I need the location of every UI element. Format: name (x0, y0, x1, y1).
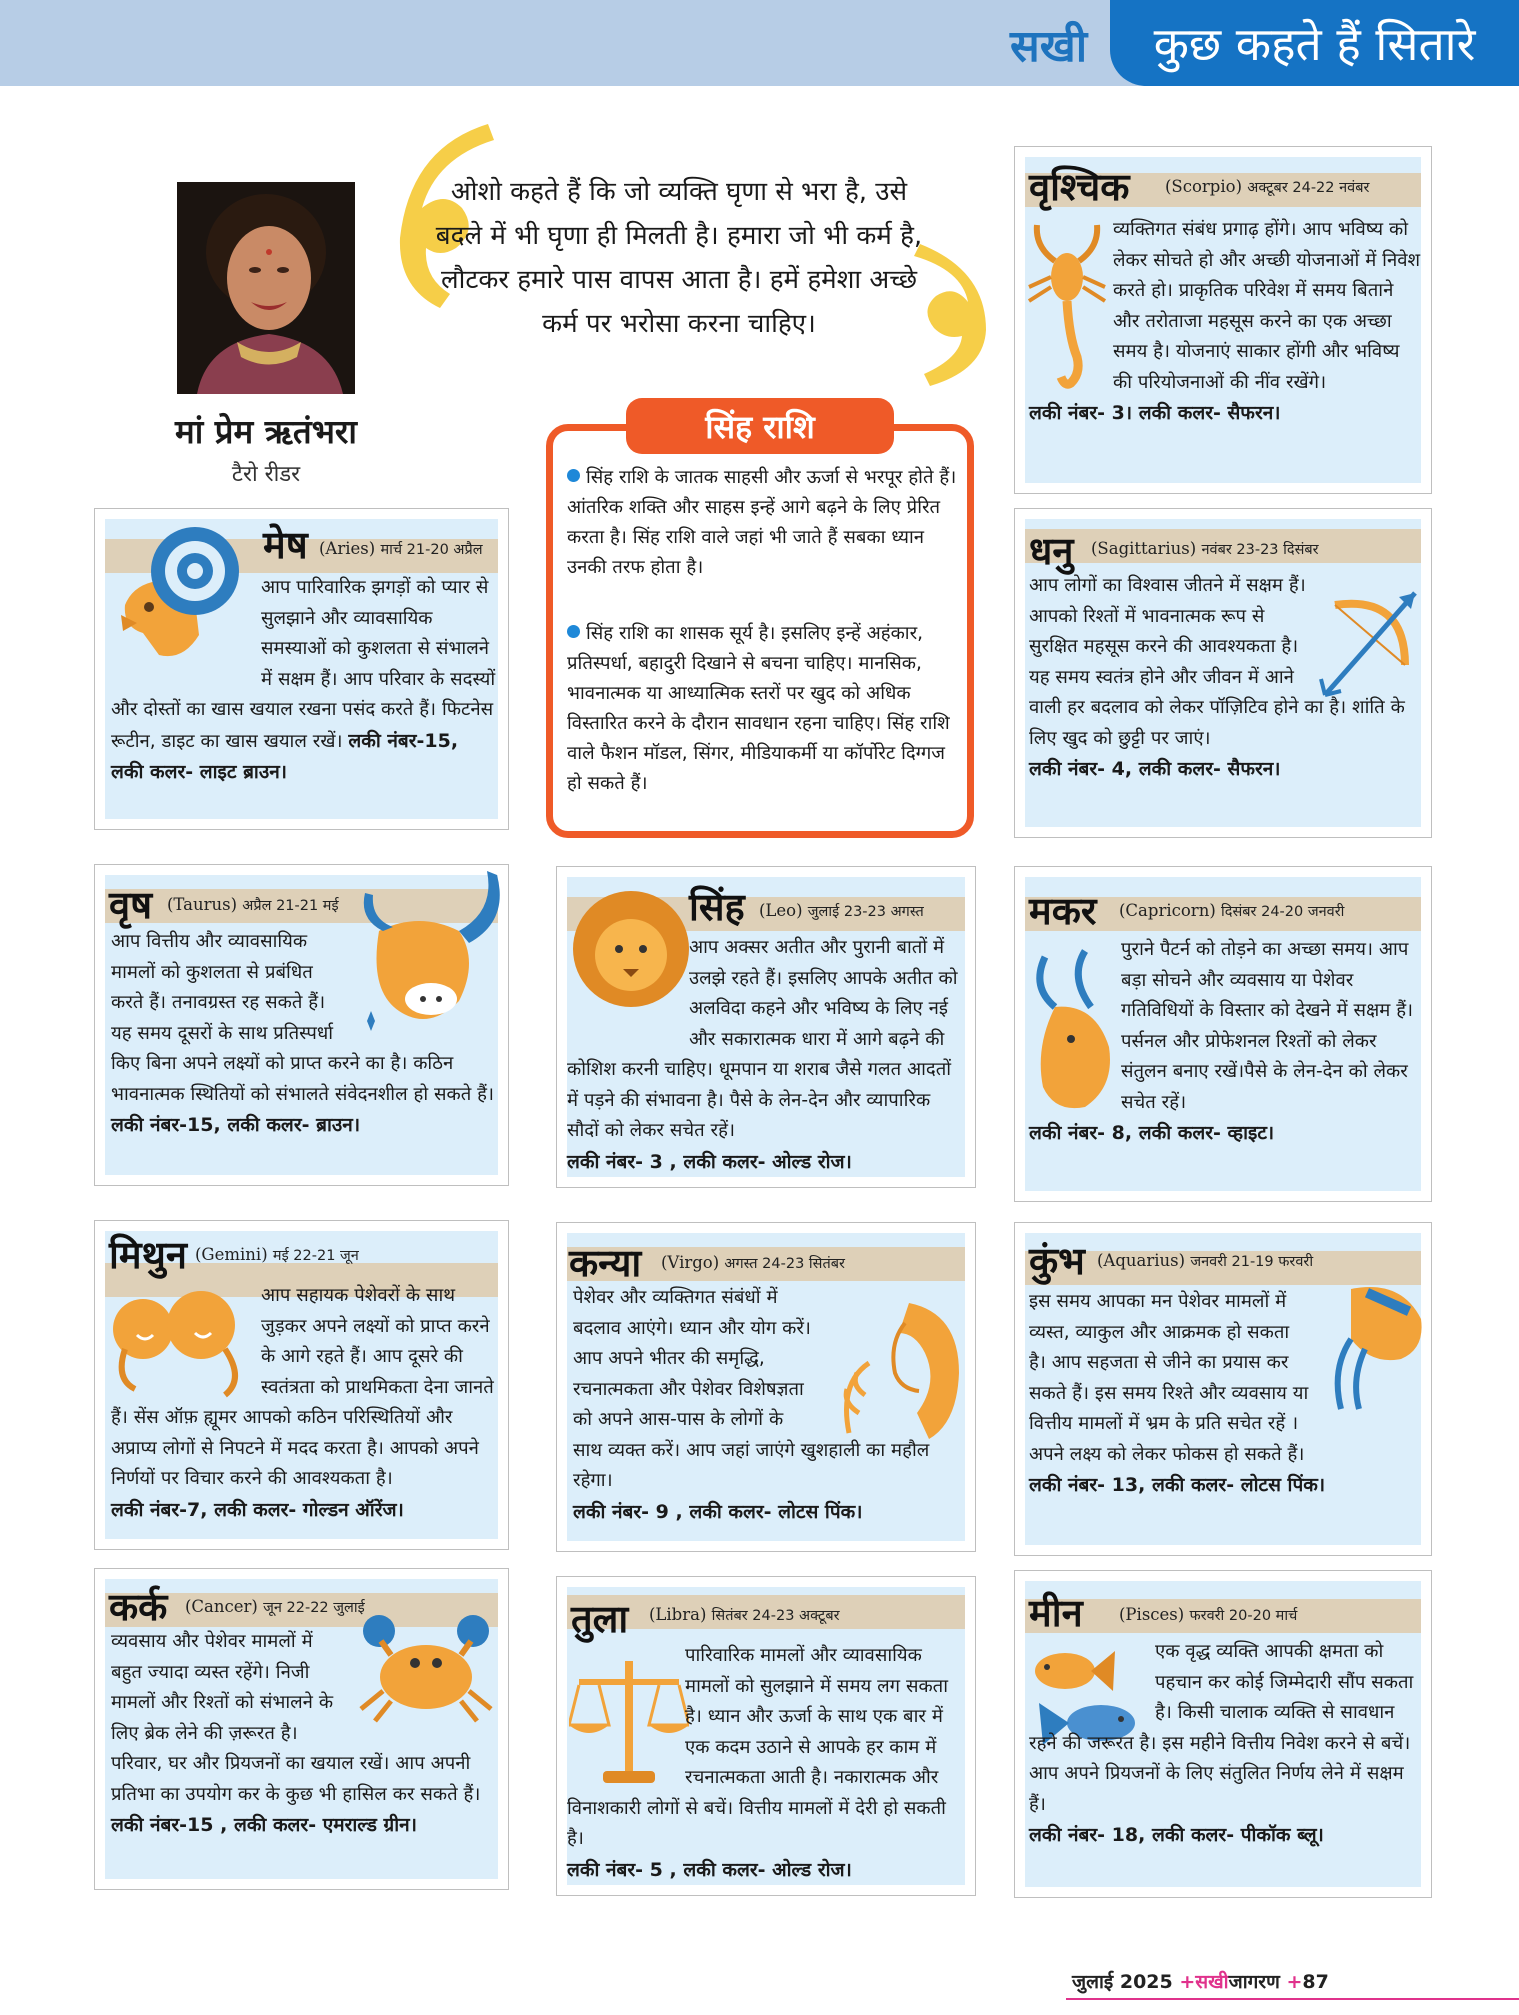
sign-name: कन्या (569, 1241, 642, 1285)
sign-name: सिंह (689, 885, 745, 929)
author-role: टैरो रीडर (231, 462, 301, 487)
lucky-info: लकी नंबर- 3 , लकी कलर- ओल्ड रोज। (567, 1150, 852, 1173)
footer-magazine-a: सखी (1195, 1971, 1229, 1993)
sign-name: तुला (571, 1597, 629, 1641)
sign-name: धनु (1029, 529, 1074, 573)
sign-text: पेशेवर और व्यक्तिगत संबंधों में बदलाव आएंगे। ध्यान और योग करें। आप अपने भीतर की समृद्धि, रचनात्मकता और पेशेवर विशेषज्ञता को अपने आस-पास के लोगों के साथ व्यक्त करें। आप जहां जाएंगे खुशहाली का महौल रहेगा। लकी नंबर- 9 , लकी कलर- लोटस पिंक। (573, 1287, 930, 1523)
sign-english-dates: (Sagittarius) नवंबर 23-23 दिसंबर (1091, 539, 1319, 558)
sign-card-vrishabh (94, 864, 509, 1186)
sign-text: आप सहायक पेशेवरों के साथ जुड़कर अपने लक्ष्यों को प्राप्त करने के आगे रहते हैं। आप दूसरे की स्वतंत्रता को प्राथमिकता देना जानते हैं। सेंस ऑफ़ ह्यूमर आपको कठिन परिस्थितियों और अप्राप्य लोगों से निपटने में मदद करता है। आपको अपने निर्णयों पर विचार करने की आवश्यकता है। लकी नंबर-7, लकी कलर- गोल्डन ऑरेंज। (111, 1285, 494, 1521)
sign-english-dates: (Taurus) अप्रैल 21-21 मई (167, 895, 339, 914)
sign-text: पुराने पैटर्न को तोड़ने का अच्छा समय। आप बड़ा सोचने और व्यवसाय या पेशेवर गतिविधियों के विस्तार को देखने में सक्षम हैं। पर्सनल और प्रोफेशनल रिश्तों को लेकर संतुलन बनाए रखें।पैसे के लेन-देन को लेकर सचेत रहें। लकी नंबर- 8, लकी कलर- व्हाइट। (1029, 939, 1414, 1144)
sign-name: मकर (1029, 889, 1097, 933)
footer-magazine-b: जागरण (1228, 1971, 1280, 1993)
lucky-info: लकी नंबर- 18, लकी कलर- पीकॉक ब्लू। (1029, 1824, 1324, 1846)
author-name: मां प्रेम ऋतंभरा (175, 412, 357, 451)
sign-card-mithun (94, 1220, 509, 1550)
lucky-info: लकी नंबर-7, लकी कलर- गोल्डन ऑरेंज। (111, 1498, 404, 1521)
sign-name: वृष (109, 883, 153, 927)
sign-text: व्यक्तिगत संबंध प्रगाढ़ होंगे। आप भविष्य को लेकर सोचते हो और अच्छी योजनाओं में निवेश करते हो। प्राकृतिक परिवेश में समय बिताने और तरोताजा महसूस करने का एक अच्छा समय है। योजनाएं साकार होंगी और भविष्य की परियोजनाओं की नींव रखेंगे। लकी नंबर- 3। लकी कलर- सैफरन। (1029, 219, 1421, 424)
sign-card-simha (556, 866, 976, 1188)
sign-text: इस समय आपका मन पेशेवर मामलों में व्यस्त, व्याकुल और आक्रमक हो सकता है। आप सहजता से जीने का प्रयास कर सकते हैं। इस समय रिश्ते और व्यवसाय या वित्तीय मामलों में भ्रम के प्रति सचेत रहें । अपने लक्ष्य को लेकर फोकस हो सकते हैं। लकी नंबर- 13, लकी कलर- लोटस पिंक। (1029, 1291, 1326, 1496)
bullet-icon (567, 469, 580, 482)
sign-name: मिथुन (109, 1233, 187, 1277)
sign-card-kumbh (1014, 1222, 1432, 1556)
sign-english-dates: (Leo) जुलाई 23-23 अगस्त (759, 901, 924, 920)
sign-english-dates: (Aries) मार्च 21-20 अप्रैल (319, 539, 483, 558)
simha-rashi-paragraph-2: सिंह राशि का शासक सूर्य है। इसलिए इन्हें अहंकार, प्रतिस्पर्धा, बहादुरी दिखाने से बचना चाहिए। मानसिक, भावनात्मक या आध्यात्मिक स्तरों पर खुद को अधिक विस्तारित करने के दौरान सावधान रहना चाहिए। सिंह राशि वाले फैशन मॉडल, सिंगर, मीडियाकर्मी या कॉर्पोरेट दिग्गज हो सकते हैं। (567, 623, 950, 794)
sign-card-kark (94, 1568, 509, 1890)
sign-english-dates: (Virgo) अगस्त 24-23 सितंबर (661, 1253, 845, 1272)
sign-english-dates: (Scorpio) अक्टूबर 24-22 नवंबर (1165, 177, 1370, 196)
quote-text: ओशो कहते हैं कि जो व्यक्ति घृणा से भरा है, उसे बदले में भी घृणा ही मिलती है। हमारा जो भी कर्म है, लौटकर हमारे पास वापस आता है। हमें हमेशा अच्छे कर्म पर भरोसा करना चाहिए। (435, 177, 923, 339)
bullet-icon (567, 625, 580, 638)
footer-month: जुलाई 2025 (1072, 1971, 1173, 1993)
lucky-info: लकी नंबर- 3। लकी कलर- सैफरन। (1029, 402, 1281, 424)
lucky-info: लकी नंबर- 5 , लकी कलर- ओल्ड रोज। (567, 1858, 852, 1881)
simha-rashi-title: सिंह राशि (626, 398, 894, 454)
sign-name: वृश्चिक (1029, 165, 1130, 209)
sign-english-dates: (Libra) सितंबर 24-23 अक्टूबर (649, 1605, 840, 1624)
lucky-info: लकी नंबर- 9 , लकी कलर- लोटस पिंक। (573, 1500, 863, 1523)
sign-english-dates: (Pisces) फरवरी 20-20 मार्च (1119, 1605, 1298, 1624)
sign-text: पारिवारिक मामलों और व्यावसायिक मामलों को सुलझाने में समय लग सकता है। ध्यान और ऊर्जा के साथ एक बार में एक कदम उठाने से आपके हर काम में रचनात्मकता आती है। नकारात्मक और विनाशकारी लोगों से बचें। वित्तीय मामलों में देरी हो सकती है। लकी नंबर- 5 , लकी कलर- ओल्ड रोज। (567, 1645, 949, 1881)
sign-card-kanya (556, 1222, 976, 1552)
lucky-info: लकी नंबर-15 , लकी कलर- एमराल्ड ग्रीन। (111, 1814, 417, 1836)
sign-card-mesh (94, 508, 509, 830)
sign-card-tula (556, 1576, 976, 1896)
page-footer (1072, 1968, 1329, 1994)
simha-rashi-paragraph-1: सिंह राशि के जातक साहसी और ऊर्जा से भरपूर होते हैं। आंतरिक शक्ति और साहस इन्हें आगे बढ़ने के लिए प्रेरित करता है। सिंह राशि वाले जहां भी जाते हैं सबका ध्यान उनकी तरफ होता है। (567, 467, 957, 578)
sign-text: आप वित्तीय और व्यावसायिक मामलों को कुशलता से प्रबंधित करते हैं। तनावग्रस्त रह सकते हैं। यह समय दूसरों के साथ प्रतिस्पर्धा किए बिना अपने लक्ष्यों को प्राप्त करने का है। कठिन भावनात्मक स्थितियों को संभालते संवेदनशील हो सकते हैं। लकी नंबर-15, लकी कलर- ब्राउन। (111, 931, 494, 1136)
sign-english-dates: (Cancer) जून 22-22 जुलाई (185, 1597, 365, 1616)
lucky-info: लकी नंबर- 13, लकी कलर- लोटस पिंक। (1029, 1474, 1326, 1496)
footer-rule (1066, 1998, 1519, 2000)
sign-name: कुंभ (1029, 1239, 1085, 1283)
sign-name: मीन (1029, 1591, 1083, 1635)
lucky-info: लकी नंबर- 4, लकी कलर- सैफरन। (1029, 758, 1281, 780)
page-number: 87 (1302, 1971, 1329, 1993)
lucky-info: लकी नंबर-15, लकी कलर- ब्राउन। (111, 1114, 361, 1136)
sign-text: आप अक्सर अतीत और पुरानी बातों में उलझे रहते हैं। इसलिए आपके अतीत को अलविदा कहने और भविष्य के लिए नई और सकारात्मक धारा में आगे बढ़ने की कोशिश करनी चाहिए। धूमपान या शराब जैसे गलत आदतों में पड़ने की संभावना है। पैसे के लेन-देन और व्यापारिक सौदों को लेकर सचेत रहें। लकी नंबर- 3 , लकी कलर- ओल्ड रोज। (567, 937, 958, 1173)
lucky-info: लकी नंबर-15, लकी कलर- लाइट ब्राउन। (111, 729, 459, 783)
sign-name: मेष (263, 523, 308, 567)
sign-text: एक वृद्ध व्यक्ति आपकी क्षमता को पहचान कर कोई जिम्मेदारी सौंप सकता है। किसी चालाक व्यक्ति से सावधान रहने की जरूरत है। इस महीने वित्तीय निवेश करने से बचें। आप अपने प्रियजनों के लिए संतुलित निर्णय लेने में सक्षम हैं। लकी नंबर- 18, लकी कलर- पीकॉक ब्लू। (1029, 1641, 1414, 1846)
author-photo (177, 182, 355, 394)
sign-text: आप लोगों का विश्वास जीतने में सक्षम हैं। आपको रिश्तों में भावनात्मक रूप से सुरक्षित महसूस करने की आवश्यकता है। यह समय स्वतंत्र होने और जीवन में आने वाली हर बदलाव को लेकर पॉज़िटिव होने का है। शांति के लिए खुद को छुट्टी पर जाएं। लकी नंबर- 4, लकी कलर- सैफरन। (1029, 575, 1405, 780)
sign-name: कर्क (109, 1585, 168, 1629)
magazine-brand: सखी (1010, 21, 1088, 72)
plus-icon: + (1179, 1971, 1196, 1993)
sign-english-dates: (Aquarius) जनवरी 21-19 फरवरी (1097, 1251, 1314, 1270)
sign-text: व्यवसाय और पेशेवर मामलों में बहुत ज्यादा व्यस्त रहेंगे। निजी मामलों और रिश्तों को संभालने के लिए ब्रेक लेने की ज़रूरत है। परिवार, घर और प्रियजनों का खयाल रखें। आप अपनी प्रतिभा का उपयोग कर के कुछ भी हासिल कर सकते हैं। लकी नंबर-15 , लकी कलर- एमराल्ड ग्रीन। (111, 1631, 481, 1836)
sign-text: आप पारिवारिक झगड़ों को प्यार से सुलझाने और व्यावसायिक समस्याओं को कुशलता से संभालने में सक्षम हैं। आप परिवार के सदस्यों और दोस्तों का खास खयाल रखना पसंद करते हैं। फिटनेस रूटीन, डाइट का खास खयाल रखें। लकी नंबर-15, लकी कलर- लाइट ब्राउन। (111, 577, 496, 783)
plus-icon: + (1286, 1971, 1303, 1993)
close-quote-icon (890, 240, 1000, 390)
sign-card-meen (1014, 1570, 1432, 1898)
sign-card-makar (1014, 866, 1432, 1202)
sign-card-dhanu (1014, 508, 1432, 838)
sign-english-dates: (Capricorn) दिसंबर 24-20 जनवरी (1119, 901, 1345, 920)
lucky-info: लकी नंबर- 8, लकी कलर- व्हाइट। (1029, 1122, 1275, 1144)
simha-rashi-box (546, 424, 974, 838)
sign-card-vrishchik (1014, 146, 1432, 494)
sign-english-dates: (Gemini) मई 22-21 जून (195, 1245, 359, 1264)
section-title: कुछ कहते हैं सितारे (1110, 0, 1519, 86)
